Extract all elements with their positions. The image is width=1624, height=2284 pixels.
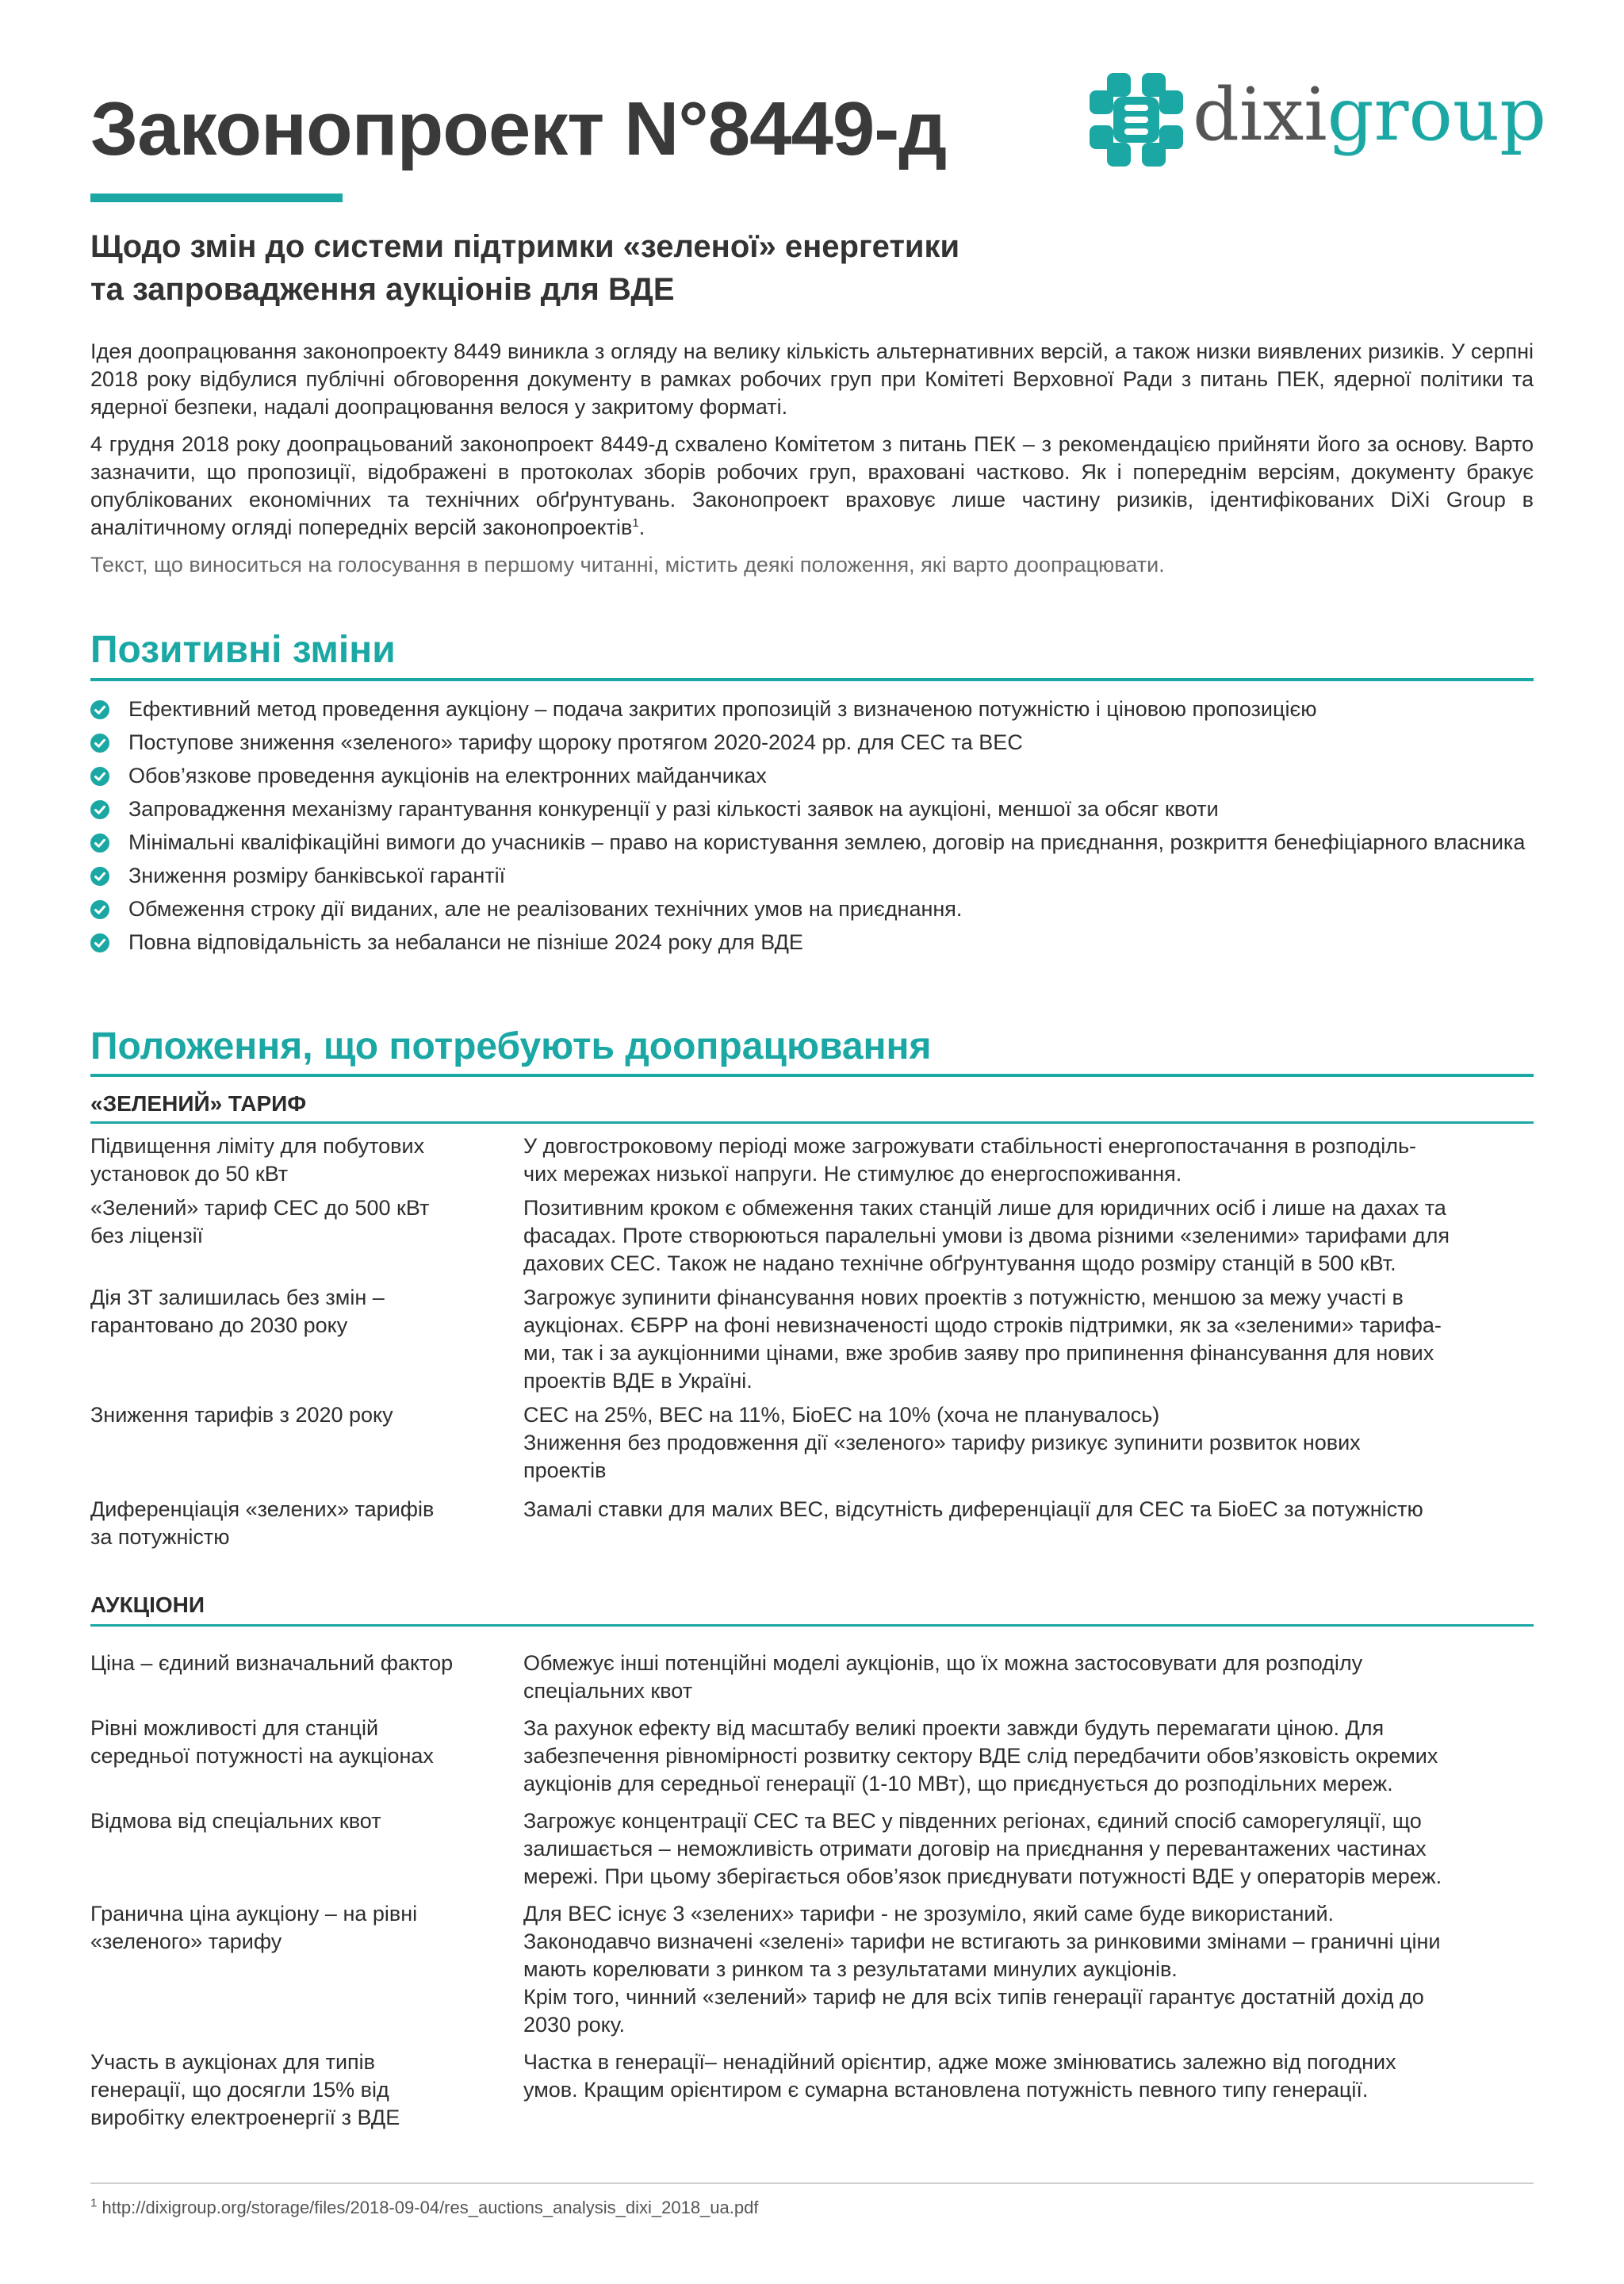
issue-cell [90,1900,523,2039]
document-subtitle [90,225,1534,311]
check-circle-icon [90,933,109,952]
positive-change-item [90,795,1534,823]
comment-text: Для ВЕС існує 3 «зелених» тарифи - не зрозуміло, який саме буде використаний. [523,1902,1335,1926]
issue-cell [90,1650,523,1705]
issue-cell [90,1401,523,1485]
comment-text: умов. Кращим орієнтиром є сумарна встановлена потужність певного типу генерації. [523,2078,1369,2102]
positive-change-text: Мінімальні кваліфікаційні вимоги до учасників – право на користування землею, договір на приєднання, розкриття бенефіціарного власника [128,830,1526,854]
comment-text: Зниження без продовження дії «зеленого» тарифу ризикує зупинити розвиток нових [523,1431,1361,1454]
issue-text: Участь в аукціонах для типів [90,2050,375,2074]
comment-text: дахових СЕС. Також не надано технічне обґрунтування щодо розміру станцій в 500 кВт. [523,1251,1396,1275]
document-page [90,0,1547,2284]
logo-wordmark [1193,68,1546,162]
comment-text: Частка в генерації– ненадійний орієнтир, адже може змінюватись залежно від погодних [523,2050,1396,2074]
intro-paragraph-2-text: 4 грудня 2018 року доопрацьований законопроект 8449-д схвалено Комітетом з питань ПЕК – з рекомендацією прийняти його за основу. Варто зазначити, що пропозиції, відображені в протоколах зборів робочих груп, враховані частково. Як і попереднім версіям, документу бракує опублікованих економічних та технічних обґрунтувань. Законопроект враховує лише частину ризиків, ідентифікованих DiXi Group в аналітичному огляді попередніх версій законопроектів [90,432,1534,539]
issue-text: генерації, що досягли 15% від [90,2078,389,2102]
comment-text: ми, так і за аукціонними цінами, вже зробив заяву про припинення фінансування для нових [523,1341,1434,1365]
check-circle-icon [90,700,109,719]
dixigroup-logo [1090,68,1547,171]
comment-text: 2030 року. [523,2013,626,2037]
table-row [90,1650,1534,1705]
issue-text: «Зелений» тариф СЕС до 500 кВт [90,1196,430,1220]
comment-text: У довгостроковому періоді може загрожувати стабільності енергопостачання в розподіль- [523,1134,1417,1158]
comment-cell [523,1132,1534,1188]
table-row [90,2048,1534,2132]
auctions-table [90,1650,1534,2132]
intro-paragraph-3: Текст, що виноситься на голосування в першому читанні, містить деякі положення, які варто доопрацювати. [90,553,1165,577]
intro-text [90,338,1534,588]
positive-change-text: Ефективний метод проведення аукціону – подача закритих пропозицій з визначеною потужністю і ціновою пропозицією [128,697,1317,721]
check-circle-icon [90,900,109,919]
intro-paragraph-2-end: . [638,515,645,539]
comment-cell [523,2048,1534,2132]
issue-text: «зеленого» тарифу [90,1930,282,1953]
issue-text: виробітку електроенергії з ВДЕ [90,2106,400,2129]
issue-cell [90,1132,523,1188]
table-row [90,1194,1534,1278]
comment-text: залишається – неможливість отримати договір на приєднання у перевантажених частинах [523,1837,1427,1861]
positive-change-item [90,729,1534,757]
comment-text: Позитивним кроком є обмеження таких станцій лише для юридичних осіб і лише на дахах та [523,1196,1446,1220]
comment-text: спеціальних квот [523,1679,693,1703]
subsection-heading-green-tariff: «ЗЕЛЕНИЙ» ТАРИФ [90,1091,307,1116]
logo-text-group: group [1327,72,1547,157]
footnote-link[interactable]: http://dixigroup.org/storage/files/2018-09-04/res_auctions_analysis_dixi_2018_ua.pdf [102,2198,759,2217]
issue-cell [90,1715,523,1798]
comment-text: забезпечення рівномірності розвитку сектору ВДЕ слід передбачити обов’язковість окремих [523,1744,1438,1768]
positive-change-item [90,696,1534,723]
comment-text: Обмежує інші потенційні моделі аукціонів, що їх можна застосовувати для розподілу [523,1651,1363,1675]
document-title: Законопроект N°8449-д [90,86,947,171]
positive-change-item [90,895,1534,923]
positive-change-item [90,762,1534,790]
comment-text: Крім того, чинний «зелений» тариф не для всіх типів генерації гарантує достатній дохід до [523,1985,1424,2009]
comment-text: чих мережах низької напруги. Не стимулює до енергоспоживання. [523,1162,1182,1186]
section-title-positive: Позитивні зміни [90,629,396,671]
comment-cell [523,1194,1534,1278]
footnote-marker: 1 [90,2196,98,2210]
table-row [90,1807,1534,1891]
check-circle-icon [90,834,109,853]
dixigroup-logo-icon [1090,73,1183,167]
comment-text: аукціонів для середньої генерації (1-10 МВт), що приєднується до розподільних мереж. [523,1772,1393,1795]
positive-change-text: Поступове зниження «зеленого» тарифу щороку протягом 2020-2024 рр. для СЕС та ВЕС [128,730,1023,754]
issue-text: Диференціація «зелених» тарифів [90,1497,435,1521]
issue-cell [90,2048,523,2132]
issue-text: Дія ЗТ залишилась без змін – [90,1286,385,1309]
issue-cell [90,1284,523,1395]
comment-cell [523,1401,1534,1485]
table-row [90,1401,1534,1485]
section-rule-improve [90,1074,1534,1077]
issue-text: гарантовано до 2030 року [90,1313,348,1337]
issue-text: Гранична ціна аукціону – на рівні [90,1902,418,1926]
subsection-heading-auctions: АУКЦІОНИ [90,1592,205,1617]
subsection-rule-green-tariff [90,1121,1534,1124]
check-circle-icon [90,734,109,753]
comment-cell [523,1284,1534,1395]
issue-text: за потужністю [90,1525,230,1549]
issue-text: Рівні можливості для станцій [90,1716,379,1740]
intro-paragraph-2 [90,431,1534,542]
subtitle-line-1: Щодо змін до системи підтримки «зеленої» енергетики [90,229,960,264]
positive-changes-list [90,696,1534,962]
positive-change-item [90,829,1534,856]
positive-change-text: Обмеження строку дії виданих, але не реалізованих технічних умов на приєднання. [128,897,963,921]
subtitle-line-2: та запровадження аукціонів для ВДЕ [90,272,675,307]
comment-text: Замалі ставки для малих ВЕС, відсутність диференціації для СЕС та БіоЕС за потужністю [523,1497,1423,1521]
comment-text: аукціонах. ЄБРР на фоні невизначеності щодо строків підтримки, як за «зеленими» тарифа- [523,1313,1442,1337]
issue-text: без ліцензії [90,1224,204,1247]
positive-change-text: Повна відповідальність за небаланси не пізніше 2024 року для ВДЕ [128,930,803,954]
check-circle-icon [90,867,109,886]
issue-text: середньої потужності на аукціонах [90,1744,434,1768]
footnote-ref: 1 [632,516,639,530]
positive-change-text: Зниження розміру банківської гарантії [128,864,506,887]
comment-text: Законодавчо визначені «зелені» тарифи не встигають за ринковими змінами – граничні ціни [523,1930,1441,1953]
comment-text: мають корелювати з ринком та з результатами минулих аукціонів. [523,1957,1178,1981]
comment-text: фасадах. Проте створюються паралельні умови із двома різними «зеленими» тарифами для [523,1224,1450,1247]
table-row [90,1900,1534,2039]
comment-text: За рахунок ефекту від масштабу великі проекти завжди будуть перемагати ціною. Для [523,1716,1385,1740]
comment-text: проектів ВДЕ в Україні. [523,1369,753,1393]
comment-cell [523,1650,1534,1705]
issue-text: Зниження тарифів з 2020 року [90,1403,393,1427]
footnote [90,2197,758,2219]
positive-change-text: Запровадження механізму гарантування конкуренції у разі кількості заявок на аукціоні, меншої за обсяг квоти [128,797,1219,821]
comment-text: мережі. При цьому зберігається обов’язок приєднувати потужності ВДЕ у операторів мереж. [523,1864,1442,1888]
check-circle-icon [90,767,109,786]
title-underline [90,194,343,202]
green-tariff-table [90,1132,1534,1551]
comment-cell [523,1496,1534,1551]
table-row [90,1496,1534,1551]
table-row [90,1715,1534,1798]
check-circle-icon [90,800,109,819]
issue-text: Відмова від спеціальних квот [90,1809,381,1833]
table-row [90,1284,1534,1395]
comment-cell [523,1807,1534,1891]
comment-text: Загрожує концентрації СЕС та ВЕС у південних регіонах, єдиний спосіб саморегуляції, що [523,1809,1422,1833]
positive-change-item [90,862,1534,890]
intro-paragraph-1: Ідея доопрацювання законопроекту 8449 виникла з огляду на велику кількість альтернативних версій, а також низки виявлених ризиків. У серпні 2018 року відбулися публічні обговорення документу в рамках робочих груп при Комітеті Верховної Ради з питань ПЕК, ядерної політики та ядерної безпеки, надалі доопрацювання велося у закритому форматі. [90,339,1534,419]
logo-text-dixi: dixi [1193,72,1327,157]
issue-cell [90,1496,523,1551]
comment-cell [523,1715,1534,1798]
section-title-improve: Положення, що потребують доопрацювання [90,1025,932,1067]
comment-text: проектів [523,1458,607,1482]
footnote-divider [90,2182,1534,2184]
issue-text: Ціна – єдиний визначальний фактор [90,1651,454,1675]
comment-cell [523,1900,1534,2039]
comment-text: Загрожує зупинити фінансування нових проектів з потужністю, меншою за межу участі в [523,1286,1404,1309]
table-row [90,1132,1534,1188]
issue-text: установок до 50 кВт [90,1162,289,1186]
issue-cell [90,1194,523,1278]
subsection-rule-auctions [90,1624,1534,1627]
issue-text: Підвищення ліміту для побутових [90,1134,425,1158]
comment-text: СЕС на 25%, ВЕС на 11%, БіоЕС на 10% (хоча не планувалось) [523,1403,1160,1427]
positive-change-text: Обов’язкове проведення аукціонів на електронних майданчиках [128,764,767,788]
issue-cell [90,1807,523,1891]
positive-change-item [90,929,1534,956]
section-rule-positive [90,678,1534,681]
